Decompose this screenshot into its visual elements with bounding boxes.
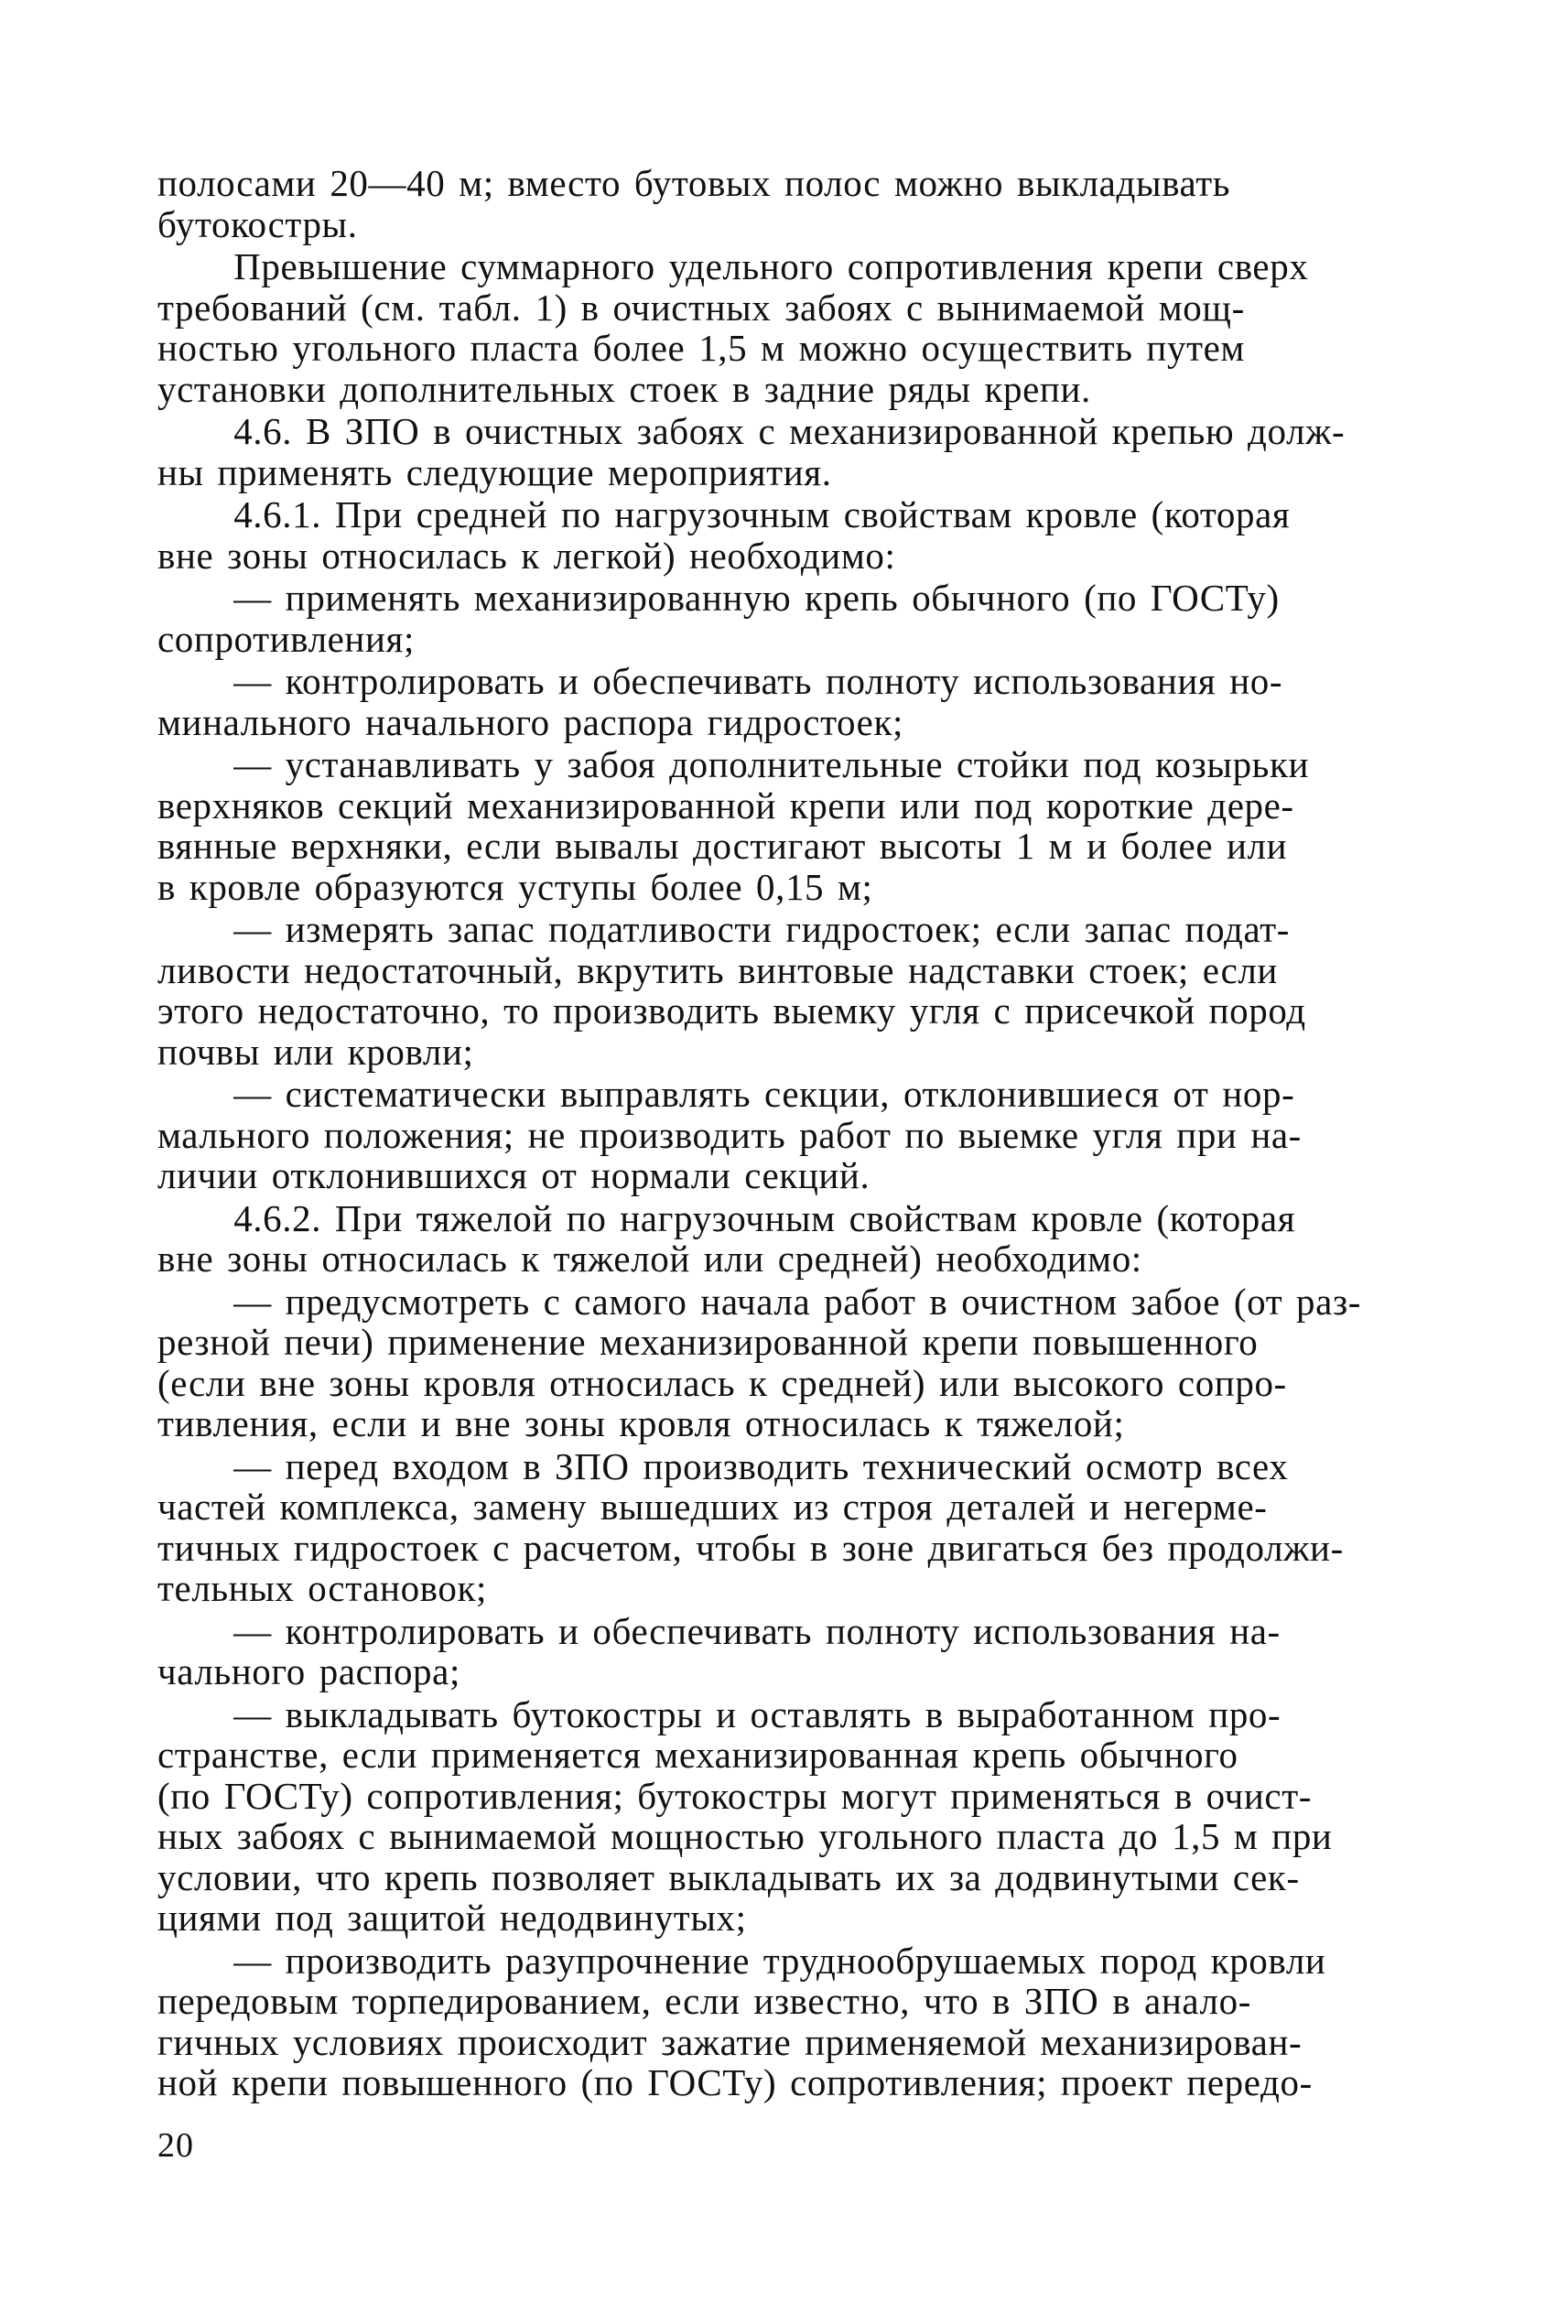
list-item: — перед входом в ЗПО производить технический осмотр всех частей комплекса, замену вышедших из строя деталей и негерме- тичных гидростоек с расчетом, чтобы в зоне двигаться без продолжи- тельных остановок; xyxy=(157,1444,1344,1609)
list-item: — контролировать и обеспечивать полноту использования но- минального начального распора гидростоек; xyxy=(157,660,1283,743)
paragraph-resistance-excess: Превышение суммарного удельного сопротивления крепи сверх требований (см. табл. 1) в очистных забоях с вынимаемой мощ- ностью угольного пласта более 1,5 м можно осуществить путем установки дополнительных стоек в задние ряды крепи. xyxy=(157,245,1309,410)
list-item: — измерять запас податливости гидростоек; если запас подат- ливости недостаточный, вкрутить винтовые надставки стоек; если этого недостаточно, то производить выемку угля с присечкой пород почвы или кровли; xyxy=(157,908,1306,1073)
list-item: — применять механизированную крепь обычного (по ГОСТу) сопротивления; xyxy=(157,577,1280,660)
body-text xyxy=(157,163,1421,2103)
paragraph-section-4-6-2: 4.6.2. При тяжелой по нагрузочным свойствам кровле (которая вне зоны относилась к тяжелой или средней) необходимо: xyxy=(157,1196,1296,1280)
list-item: — систематически выправлять секции, отклонившиеся от нор- мального положения; не производить работ по выемке угля при на- личии отклонившихся от нормали секций. xyxy=(157,1073,1302,1196)
list-item: — выкладывать бутокостры и оставлять в выработанном про- странстве, если применяется механизированная крепь обычного (по ГОСТу) сопротивления; бутокостры могут применяться в очист- ных забоях с вынимаемой мощностью угольного пласта до 1,5 м при условии, что крепь позволяет выкладывать их за додвинутыми сек- циями под защитой недодвинутых; xyxy=(157,1692,1333,1939)
paragraph-section-4-6-1: 4.6.1. При средней по нагрузочным свойствам кровле (которая вне зоны относилась к легкой) необходимо: xyxy=(157,493,1291,577)
list-item: — производить разупрочнение труднообрушаемых пород кровли передовым торпедированием, если известно, что в ЗПО в анало- гичных условиях происходит зажатие применяемой механизирован- ной крепи повышенного (по ГОСТу) сопротивления; проект передо- xyxy=(157,1939,1326,2103)
page-number: 20 xyxy=(157,2126,194,2165)
paragraph-section-4-6: 4.6. В ЗПО в очистных забоях с механизированной крепью долж- ны применять следующие мероприятия. xyxy=(157,410,1346,493)
list-item: — контролировать и обеспечивать полноту использования на- чального распора; xyxy=(157,1609,1281,1692)
paragraph-continuation: полосами 20—40 м; вместо бутовых полос можно выкладывать бутокостры. xyxy=(157,162,1231,245)
list-item: — устанавливать у забоя дополнительные стойки под козырьки верхняков секций механизированной крепи или под короткие дере- вянные верхняки, если вывалы достигают высоты 1 м и более или в кровле образуются уступы более 0,15 м; xyxy=(157,743,1310,908)
list-item: — предусмотреть с самого начала работ в очистном забое (от раз- резной печи) применение механизированной крепи повышенного (если вне зоны кровля относилась к средней) или высокого сопро- тивления, если и вне зоны кровля относилась к тяжелой; xyxy=(157,1280,1362,1444)
